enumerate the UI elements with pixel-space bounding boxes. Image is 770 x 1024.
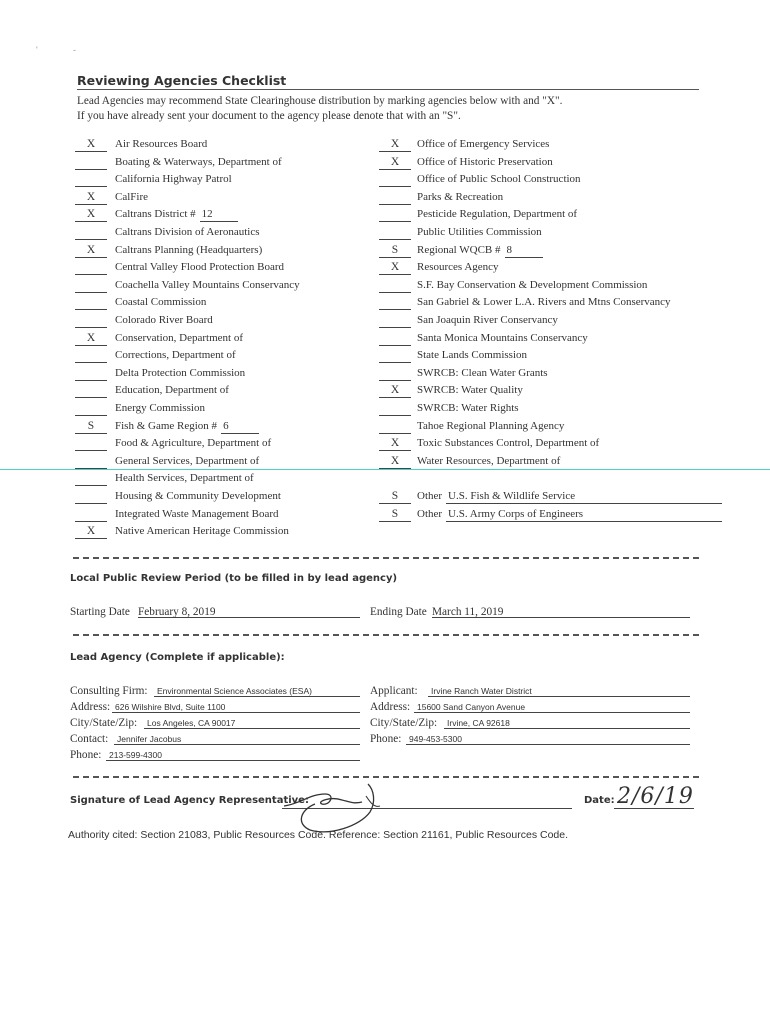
agency-name: San Joaquin River Conservancy xyxy=(417,314,558,326)
agency-label xyxy=(115,190,148,205)
agency-row xyxy=(379,260,699,275)
agency-label xyxy=(115,225,260,240)
agency-row xyxy=(379,401,699,416)
agency-label xyxy=(115,207,238,222)
instruction-line: If you have already sent your document to the agency please denote that with an "S". xyxy=(77,110,461,122)
lead-agency-field-label: City/State/Zip: xyxy=(70,717,138,729)
agency-name: Housing & Community Development xyxy=(115,490,281,502)
agency-label xyxy=(115,507,279,522)
agency-row xyxy=(379,190,699,205)
agency-label xyxy=(417,366,548,381)
agency-row xyxy=(379,331,699,346)
agency-row xyxy=(75,419,395,434)
agency-row xyxy=(379,366,699,381)
agency-mark-field[interactable]: X xyxy=(75,243,107,258)
agency-label xyxy=(115,366,245,381)
review-period-heading: Local Public Review Period (to be filled in by lead agency) xyxy=(70,573,398,584)
agency-label xyxy=(417,225,542,240)
agency-mark-field[interactable]: X xyxy=(75,331,107,346)
agency-mark-field[interactable] xyxy=(379,401,411,416)
agency-mark-field[interactable] xyxy=(75,278,107,293)
agency-name: Other xyxy=(417,507,443,520)
agency-mark-field[interactable] xyxy=(75,313,107,328)
agency-label xyxy=(115,348,236,363)
agency-mark-field[interactable] xyxy=(379,313,411,328)
signature-label: Signature of Lead Agency Representative: xyxy=(70,795,309,806)
agency-label xyxy=(115,524,289,539)
agency-label xyxy=(417,295,671,310)
agency-mark-field[interactable] xyxy=(75,172,107,187)
agency-row xyxy=(379,155,699,170)
agency-mark-field[interactable] xyxy=(379,419,411,434)
lead-agency-heading: Lead Agency (Complete if applicable): xyxy=(70,652,285,663)
agency-fill-value[interactable]: 8 xyxy=(505,244,543,258)
agency-row xyxy=(75,436,395,451)
agency-label xyxy=(115,383,229,398)
scan-mark: - xyxy=(73,45,76,55)
agency-mark-field[interactable] xyxy=(379,190,411,205)
agency-mark-field[interactable] xyxy=(75,471,107,486)
agency-name: Caltrans Division of Aeronautics xyxy=(115,226,260,238)
agency-name: SWRCB: Clean Water Grants xyxy=(417,366,548,379)
authority-citation: Authority cited: Section 21083, Public Resources Code. Reference: Section 21161, Public Resources Code. xyxy=(68,829,569,841)
agency-name: Fish & Game Region # xyxy=(115,419,218,432)
agency-row xyxy=(75,471,395,486)
agency-row xyxy=(379,436,699,451)
agency-mark-field[interactable]: X xyxy=(75,190,107,205)
agency-fill-value[interactable]: U.S. Fish & Wildlife Service xyxy=(446,490,722,504)
agency-name: Boating & Waterways, Department of xyxy=(115,155,282,168)
agency-row xyxy=(379,172,699,187)
agency-fill-value[interactable]: 12 xyxy=(200,208,238,222)
agency-label xyxy=(417,454,560,469)
lead-agency-field-value: 15600 Sand Canyon Avenue xyxy=(414,700,690,713)
agency-name: Office of Public School Construction xyxy=(417,173,581,186)
agency-name: Parks & Recreation xyxy=(417,190,504,203)
agency-label xyxy=(115,436,271,451)
agency-row xyxy=(75,190,395,205)
agency-row xyxy=(75,260,395,275)
agency-mark-field[interactable] xyxy=(75,155,107,170)
ending-date-label: Ending Date xyxy=(370,606,427,618)
agency-mark-field[interactable] xyxy=(379,172,411,187)
agency-label xyxy=(417,348,527,363)
agency-row xyxy=(379,207,699,222)
agency-mark-field[interactable]: X xyxy=(75,207,107,222)
agency-mark-field[interactable] xyxy=(379,225,411,240)
agency-mark-field[interactable]: X xyxy=(379,137,411,152)
lead-agency-field[interactable] xyxy=(70,748,360,762)
lead-agency-field-label: Applicant: xyxy=(370,685,418,697)
agency-row xyxy=(379,419,699,434)
lead-agency-field-label: Address: xyxy=(370,701,411,713)
lead-agency-field[interactable] xyxy=(370,716,690,730)
agency-label xyxy=(417,507,722,522)
agency-mark-field[interactable]: S xyxy=(379,507,411,522)
agency-name: SWRCB: Water Quality xyxy=(417,384,523,397)
agency-mark-field[interactable] xyxy=(75,489,107,504)
agency-name: Caltrans District # xyxy=(115,208,196,221)
date-label: Date: xyxy=(584,795,615,806)
agency-mark-field[interactable] xyxy=(75,348,107,363)
agency-label xyxy=(417,401,519,416)
agency-mark-field[interactable]: X xyxy=(75,137,107,152)
agency-label xyxy=(417,331,588,346)
agency-label xyxy=(115,331,243,346)
agency-label xyxy=(115,172,232,187)
lead-agency-field-label: Phone: xyxy=(70,749,102,761)
agency-name: Toxic Substances Control, Department of xyxy=(417,437,600,450)
agency-fill-value[interactable]: 6 xyxy=(221,420,259,434)
lead-agency-field[interactable] xyxy=(70,684,360,698)
section-divider xyxy=(73,634,699,636)
agency-label xyxy=(115,419,259,434)
agency-label xyxy=(115,243,262,258)
agency-name: CalFire xyxy=(115,190,148,203)
agency-name: Regional WQCB # xyxy=(417,243,501,256)
agency-label xyxy=(417,243,543,258)
agency-row xyxy=(379,137,699,152)
agency-name: Corrections, Department of xyxy=(115,349,236,362)
agency-name: Public Utilities Commission xyxy=(417,226,542,238)
agency-row xyxy=(75,155,395,170)
lead-agency-field[interactable] xyxy=(70,732,360,746)
agency-name: Air Resources Board xyxy=(115,138,208,150)
agency-row xyxy=(379,489,699,504)
agency-name: Delta Protection Commission xyxy=(115,366,246,379)
agency-label xyxy=(115,401,205,416)
agency-row xyxy=(75,524,395,539)
agency-name: Tahoe Regional Planning Agency xyxy=(417,419,565,432)
lead-agency-field-label: Consulting Firm: xyxy=(70,685,148,697)
starting-date-value: February 8, 2019 xyxy=(138,605,360,618)
agency-row xyxy=(75,172,395,187)
agency-name: Health Services, Department of xyxy=(115,472,254,485)
agency-mark-field[interactable] xyxy=(75,454,107,469)
agency-name: Central Valley Flood Protection Board xyxy=(115,261,285,274)
agency-label xyxy=(417,436,599,451)
agency-label xyxy=(115,278,300,293)
agency-row xyxy=(75,507,395,522)
agency-row xyxy=(75,295,395,310)
agency-mark-field[interactable] xyxy=(75,366,107,381)
agency-mark-field[interactable]: S xyxy=(379,489,411,504)
agency-mark-field[interactable]: X xyxy=(379,155,411,170)
agency-label xyxy=(115,489,281,504)
agency-mark-field[interactable] xyxy=(379,207,411,222)
agency-label xyxy=(417,172,581,187)
agency-row xyxy=(379,348,699,363)
agency-row xyxy=(379,313,699,328)
agency-name: S.F. Bay Conservation & Development Commission xyxy=(417,278,648,291)
lead-agency-field-label: Contact: xyxy=(70,733,109,745)
agency-label xyxy=(115,155,282,170)
lead-agency-field-value: 213-599-4300 xyxy=(106,748,360,761)
agency-name: General Services, Department of xyxy=(115,454,260,467)
agency-mark-field[interactable] xyxy=(379,331,411,346)
agency-mark-field[interactable] xyxy=(75,507,107,522)
lead-agency-field[interactable] xyxy=(370,684,690,698)
agency-name: Pesticide Regulation, Department of xyxy=(417,208,578,221)
agency-row xyxy=(75,401,395,416)
agency-name: Integrated Waste Management Board xyxy=(115,507,279,520)
agency-label xyxy=(417,419,564,434)
lead-agency-field-value: 949-453-5300 xyxy=(406,732,690,745)
agency-row xyxy=(75,207,395,222)
agency-row xyxy=(75,225,395,240)
agency-mark-field[interactable] xyxy=(75,383,107,398)
lead-agency-field-value: 626 Wilshire Blvd, Suite 1100 xyxy=(112,700,360,713)
agency-row xyxy=(75,313,395,328)
lead-agency-field-value: Los Angeles, CA 90017 xyxy=(144,716,360,729)
agency-label xyxy=(115,137,207,152)
lead-agency-field-value: Irvine Ranch Water District xyxy=(428,684,690,697)
lead-agency-field[interactable] xyxy=(370,732,690,746)
ending-date-value: March 11, 2019 xyxy=(432,605,690,618)
scan-artifact-line xyxy=(0,469,770,470)
agency-name: Office of Emergency Services xyxy=(417,138,550,150)
agency-name: California Highway Patrol xyxy=(115,173,232,186)
agency-mark-field[interactable] xyxy=(379,366,411,381)
agency-row xyxy=(379,225,699,240)
agency-label xyxy=(417,278,647,293)
lead-agency-field[interactable] xyxy=(70,700,360,714)
agency-name: San Gabriel & Lower L.A. Rivers and Mtns Conservancy xyxy=(417,296,671,309)
agency-label xyxy=(417,137,549,152)
starting-date-field[interactable] xyxy=(70,605,360,619)
agency-name: Office of Historic Preservation xyxy=(417,155,553,168)
agency-row xyxy=(379,243,699,258)
agency-label xyxy=(417,489,722,504)
lead-agency-field-value: Environmental Science Associates (ESA) xyxy=(154,684,360,697)
agency-name: Resources Agency xyxy=(417,261,499,274)
agency-mark-field[interactable]: X xyxy=(379,260,411,275)
agency-fill-value[interactable]: U.S. Army Corps of Engineers xyxy=(446,508,722,522)
agency-mark-field[interactable]: X xyxy=(379,436,411,451)
agency-label xyxy=(417,313,558,328)
agency-mark-field[interactable] xyxy=(75,436,107,451)
agency-row xyxy=(75,366,395,381)
agency-mark-field[interactable]: X xyxy=(379,454,411,469)
agency-mark-field[interactable] xyxy=(379,348,411,363)
title-rule xyxy=(77,89,699,90)
agency-name: Caltrans Planning (Headquarters) xyxy=(115,243,263,256)
agency-mark-field[interactable] xyxy=(75,225,107,240)
agency-name: State Lands Commission xyxy=(417,349,527,362)
scan-mark: ' xyxy=(36,45,38,55)
agency-mark-field[interactable]: X xyxy=(379,383,411,398)
agency-row xyxy=(75,489,395,504)
agency-name: Santa Monica Mountains Conservancy xyxy=(417,331,588,344)
agency-row xyxy=(75,243,395,258)
agency-name: Food & Agriculture, Department of xyxy=(115,437,272,450)
agency-mark-field[interactable]: S xyxy=(75,419,107,434)
agency-label xyxy=(115,471,254,486)
agency-row xyxy=(75,454,395,469)
signature-scribble xyxy=(270,776,390,836)
agency-label xyxy=(417,190,503,205)
agency-row xyxy=(75,383,395,398)
agency-label xyxy=(417,207,577,222)
agency-label xyxy=(417,260,499,275)
agency-name: Colorado River Board xyxy=(115,314,213,326)
lead-agency-field-label: Address: xyxy=(70,701,111,713)
agency-row xyxy=(75,278,395,293)
lead-agency-field[interactable] xyxy=(70,716,360,730)
lead-agency-field[interactable] xyxy=(370,700,690,714)
agency-row xyxy=(379,454,699,469)
agency-name: Coachella Valley Mountains Conservancy xyxy=(115,278,300,291)
lead-agency-field-label: Phone: xyxy=(370,733,402,745)
agency-name: SWRCB: Water Rights xyxy=(417,402,519,414)
agency-row xyxy=(75,137,395,152)
agency-label xyxy=(115,260,284,275)
agency-mark-field[interactable] xyxy=(379,278,411,293)
agency-row xyxy=(379,383,699,398)
agency-row xyxy=(75,348,395,363)
agency-name: Education, Department of xyxy=(115,384,229,397)
lead-agency-field-label: City/State/Zip: xyxy=(370,717,438,729)
agency-mark-field[interactable] xyxy=(75,295,107,310)
agency-name: Conservation, Department of xyxy=(115,331,243,344)
agency-label xyxy=(115,313,213,328)
instruction-line: Lead Agencies may recommend State Clearinghouse distribution by marking agencies below with and "X". xyxy=(77,95,563,107)
agency-label xyxy=(417,155,553,170)
section-divider xyxy=(73,557,699,559)
agency-mark-field[interactable]: S xyxy=(379,243,411,258)
lead-agency-field-value: Jennifer Jacobus xyxy=(114,732,360,745)
agency-mark-field[interactable]: X xyxy=(75,524,107,539)
agency-row xyxy=(379,295,699,310)
agency-label xyxy=(417,383,523,398)
signed-date: 2/6/19 xyxy=(617,784,694,809)
ending-date-field[interactable] xyxy=(370,605,690,619)
agency-row xyxy=(379,507,699,522)
agency-row xyxy=(75,331,395,346)
agency-label xyxy=(115,454,259,469)
page-title: Reviewing Agencies Checklist xyxy=(77,73,287,88)
agency-name: Native American Heritage Commission xyxy=(115,525,289,538)
agency-name: Coastal Commission xyxy=(115,296,207,309)
starting-date-label: Starting Date xyxy=(70,606,130,618)
agency-row xyxy=(379,278,699,293)
agency-name: Water Resources, Department of xyxy=(417,454,561,467)
agency-mark-field[interactable] xyxy=(379,295,411,310)
agency-label xyxy=(115,295,206,310)
agency-mark-field[interactable] xyxy=(75,401,107,416)
agency-name: Energy Commission xyxy=(115,402,205,414)
agency-mark-field[interactable] xyxy=(75,260,107,275)
lead-agency-field-value: Irvine, CA 92618 xyxy=(444,716,690,729)
agency-name: Other xyxy=(417,490,443,502)
